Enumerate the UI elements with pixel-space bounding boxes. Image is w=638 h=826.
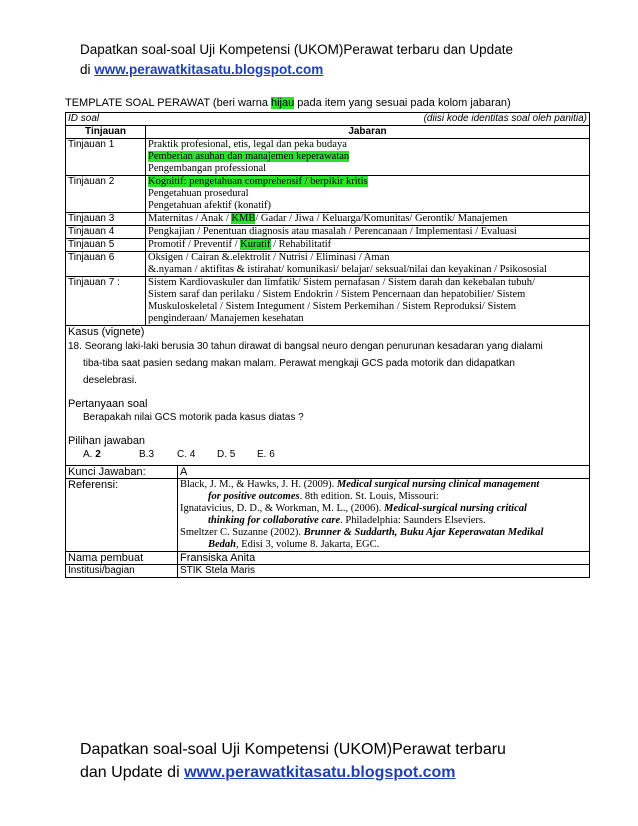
t3-after: / Gadar / Jiwa / Keluarga/Komunitas/ Gerontik/ Manajemen: [255, 213, 508, 224]
option-d: D. 5: [217, 449, 236, 460]
footer-line-1: Dapatkan soal-soal Uji Kompetensi (UKOM)Perawat terbaru: [80, 741, 506, 758]
footer-link[interactable]: www.perawatkitasatu.blogspot.com: [184, 764, 456, 781]
id-row: [66, 113, 590, 126]
referensi-row: Referensi: Black, J. M., & Hawks, J. H. (2009). Medical surgical nursing clinical management for positive outcomes. 8th edition. St. Louis, Missouri: Ignatavicius, D. D., & Workman, M. L., (2006). Medical-surgical nursing critical thinking for collaborative care. Philadelphia: Saunders Elseviers. Smeltzer C. Suzanne (2002). Brunner & Suddarth, Buku Ajar Keperawatan Medikal Bedah, Edisi 3, volume 8. Jakarta, EGC.: [66, 479, 590, 552]
t7-line: Muskuloskeletal / Sistem Integument / Sistem Perkemihan / Sistem Reproduksi/ Sistem: [148, 301, 517, 312]
t3-before: Maternitas / Anak /: [148, 213, 232, 224]
pembuat-label: Nama pembuat: [66, 552, 178, 565]
tinjauan-5-label: Tinjauan 5: [66, 239, 146, 252]
tinjauan-5-row: [66, 239, 590, 252]
pertanyaan-text: Berapakah nilai GCS motorik pada kasus diatas ?: [83, 412, 304, 423]
option-c: C. 4: [177, 449, 196, 460]
col-tinjauan: Tinjauan: [66, 126, 146, 139]
t7-line: penginderaan/ Manajemen kesehatan: [148, 313, 304, 324]
t5-after: / Rehabilitatif: [270, 239, 332, 250]
options-list: [68, 449, 587, 461]
pertanyaan-label: Pertanyaan soal: [68, 398, 148, 410]
header: [80, 40, 513, 80]
header-prefix: di: [80, 62, 95, 77]
template-after: pada item yang sesuai pada kolom jabaran): [294, 97, 511, 109]
institusi-value: STIK Stela Maris: [178, 565, 590, 578]
kunci-value: A: [178, 466, 590, 479]
ref-1: Black, J. M., & Hawks, J. H. (2009). Medical surgical nursing clinical management: [180, 479, 540, 490]
pilihan-label: Pilihan jawaban: [68, 435, 146, 447]
t1-item-selected: Pemberian asuhan dan manajemen keperawatan: [148, 151, 350, 162]
tinjauan-2-label: Tinjauan 2: [66, 176, 146, 213]
t1-item: Praktik profesional, etis, legal dan peka budaya: [148, 139, 347, 150]
kasus-row: [66, 326, 590, 466]
t2-item: Pengetahuan afektif (konatif): [148, 200, 272, 211]
kunci-label: Kunci Jawaban:: [66, 466, 178, 479]
tinjauan-7-row: [66, 277, 590, 326]
template-before: TEMPLATE SOAL PERAWAT (beri warna: [65, 97, 271, 109]
tinjauan-6-row: [66, 252, 590, 277]
ref-3: Smeltzer C. Suzanne (2002). Brunner & Suddarth, Buku Ajar Keperawatan Medikal: [180, 527, 544, 538]
option-b: B.3: [139, 449, 155, 460]
header-link[interactable]: www.perawatkitasatu.blogspot.com: [94, 62, 324, 77]
header-line-1: Dapatkan soal-soal Uji Kompetensi (UKOM)Perawat terbaru dan Update: [80, 42, 513, 57]
tinjauan-2-row: [66, 176, 590, 213]
tinjauan-1-row: [66, 139, 590, 176]
id-note: (diisi kode identitas soal oleh panitia): [423, 113, 587, 124]
institusi-row: [66, 565, 590, 578]
t7-line: Sistem Kardiovaskuler dan limfatik/ Sistem pernafasan / Sistem darah dan kekebalan tubuh/: [148, 277, 535, 288]
tinjauan-3-row: [66, 213, 590, 226]
pembuat-value: Fransiska Anita: [178, 552, 590, 565]
kasus-line: deselebrasi.: [83, 375, 137, 386]
kasus-text: Seorang laki-laki berusia 30 tahun dirawat di bangsal neuro dengan penurunan kesadaran yang dialami: [84, 341, 543, 352]
question-template-table: [65, 112, 590, 578]
tinjauan-7-label: Tinjauan 7 :: [66, 277, 146, 326]
kasus-number: 18.: [68, 341, 82, 352]
t3-selected: KMB: [231, 213, 256, 224]
referensi-label: Referensi:: [66, 479, 178, 552]
id-label: ID soal: [68, 113, 100, 124]
template-instruction: [65, 97, 511, 109]
footer-prefix: dan Update di: [80, 764, 185, 781]
t1-item: Pengembangan professional: [148, 163, 267, 174]
template-highlight: hijau: [271, 97, 295, 109]
tinjauan-4-label: Tinjauan 4: [66, 226, 146, 239]
option-a: A. 2: [83, 449, 101, 460]
kasus-label: Kasus (vignete): [68, 326, 145, 338]
t7-line: Sistem saraf dan perilaku / Sistem Endokrin / Sistem Pencernaan dan hepatobilier/ Sistem: [148, 289, 526, 300]
ref-2: Ignatavicius, D. D., & Workman, M. L., (2006). Medical-surgical nursing critical: [180, 503, 527, 514]
pembuat-row: [66, 552, 590, 565]
tinjauan-1-label: Tinjauan 1: [66, 139, 146, 176]
t2-item: Pengetahuan prosedural: [148, 188, 249, 199]
header-line-2: [80, 60, 513, 80]
tinjauan-4-row: [66, 226, 590, 239]
footer-line-2: [80, 761, 506, 784]
t2-item-selected: Kognitif: pengetahuan comprehensif / berpikir kritis: [148, 176, 368, 187]
header-row: [66, 126, 590, 139]
col-jabaran: Jabaran: [146, 126, 590, 139]
t4-text: Pengkajian / Penentuan diagnosis atau masalah / Perencanaan / Implementasi / Evaluasi: [146, 226, 590, 239]
kasus-line: [68, 338, 587, 355]
tinjauan-6-label: Tinjauan 6: [66, 252, 146, 277]
t6-line: &.nyaman / aktifitas & istirahat/ komunikasi/ belajar/ seksual/nilai dan keyakinan / Psikososial: [148, 264, 547, 275]
t6-line: Oksigen / Cairan &.elektrolit / Nutrisi / Eliminasi / Aman: [148, 252, 390, 263]
institusi-label: Institusi/bagian: [66, 565, 178, 578]
t5-before: Promotif / Preventif /: [148, 239, 241, 250]
kasus-line: tiba-tiba saat pasien sedang makan malam. Perawat mengkaji GCS pada motorik dan didapatkan: [83, 358, 515, 369]
kunci-row: [66, 466, 590, 479]
footer: [80, 738, 506, 784]
tinjauan-3-label: Tinjauan 3: [66, 213, 146, 226]
option-e: E. 6: [257, 449, 275, 460]
t5-selected: Kuratif: [240, 239, 271, 250]
